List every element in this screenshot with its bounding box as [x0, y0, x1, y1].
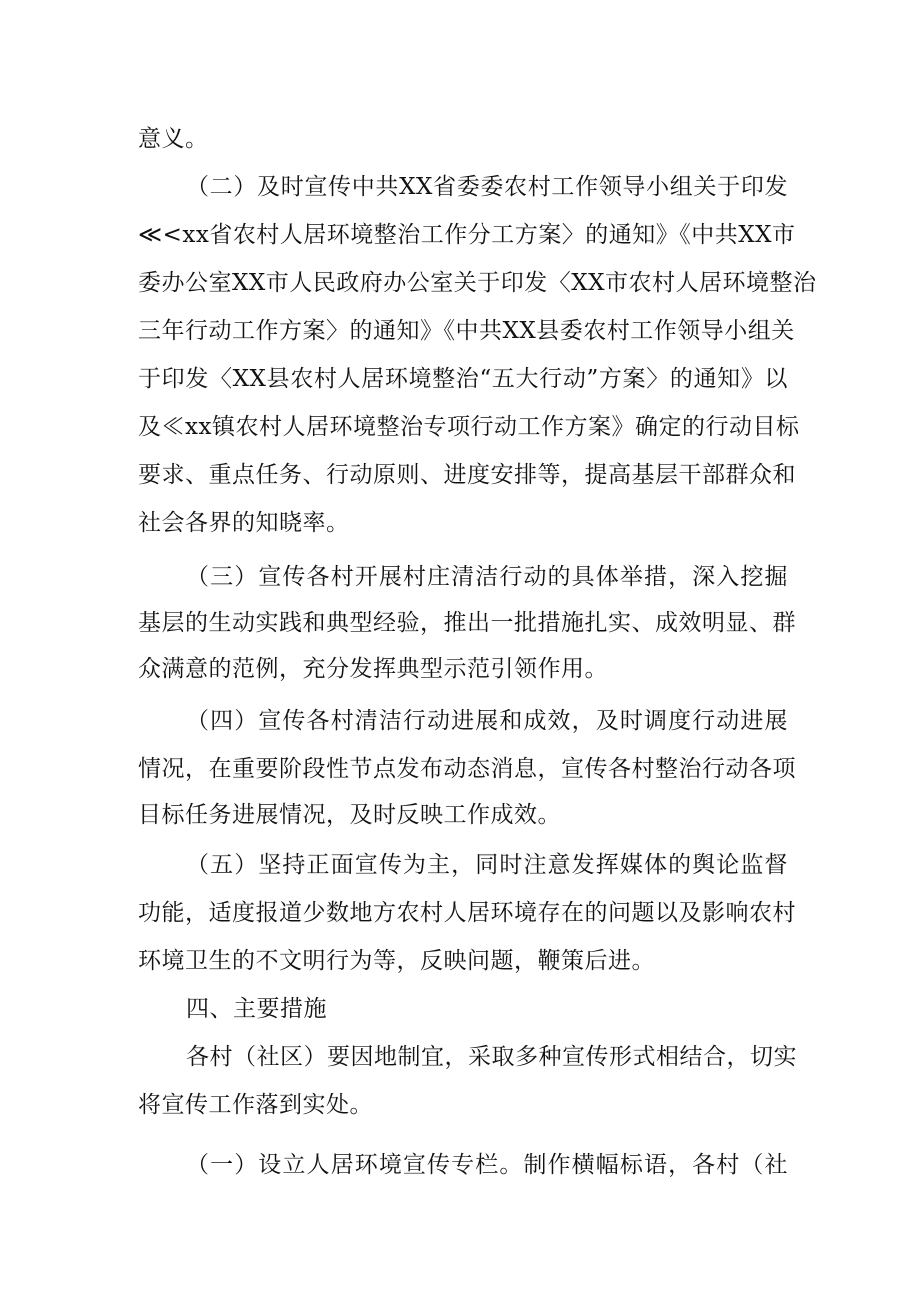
paragraph-7-line-1: （一）设立人居环境宣传专栏。制作横幅标语，各村（社 — [186, 1152, 788, 1178]
paragraph-3-line-1: （三）宣传各村开展村庄清洁行动的具体举措，深入挖掘 — [186, 564, 788, 590]
paragraph-2-line-6: 及≪xx镇农村人居环境整治专项行动工作方案》确定的行动目标 — [138, 414, 800, 440]
paragraph-5-line-1: （五）坚持正面宣传为主，同时注意发挥媒体的舆论监督 — [186, 852, 788, 878]
paragraph-5-line-3: 环境卫生的不文明行为等，反映问题，鞭策后进。 — [138, 948, 655, 974]
paragraph-2-line-4: 三年行动工作方案〉的通知》《中共XX县委农村工作领导小组关 — [138, 318, 795, 344]
paragraph-4-line-1: （四）宣传各村清洁行动进展和成效，及时调度行动进展 — [186, 708, 788, 734]
paragraph-6-line-1: 各村（社区）要因地制宜，采取多种宣传形式相结合，切实 — [186, 1044, 797, 1070]
paragraph-4-line-3: 目标任务进展情况，及时反映工作成效。 — [138, 802, 561, 828]
paragraph-2-line-8: 社会各界的知晓率。 — [138, 510, 350, 536]
text-line: 意义。 — [138, 126, 209, 152]
paragraph-3-line-3: 众满意的范例，充分发挥典型示范引领作用。 — [138, 656, 608, 682]
paragraph-2-line-1: （二）及时宣传中共XX省委委农村工作领导小组关于印发 — [186, 174, 788, 200]
paragraph-2-line-7: 要求、重点任务、行动原则、进度安排等，提高基层干部群众和 — [138, 462, 796, 488]
paragraph-2-line-2: ≪<xx省农村人居环境整治工作分工方案〉的通知》《中共XX市 — [138, 222, 796, 248]
paragraph-2-line-3: 委办公室XX市人民政府办公室关于印发〈XX市农村人居环境整治 — [138, 270, 817, 296]
section-heading: 四、主要措施 — [186, 996, 327, 1022]
paragraph-3-line-2: 基层的生动实践和典型经验，推出一批措施扎实、成效明显、群 — [138, 610, 796, 636]
paragraph-5-line-2: 功能，适度报道少数地方农村人居环境存在的问题以及影响农村 — [138, 900, 796, 926]
paragraph-4-line-2: 情况，在重要阶段性节点发布动态消息，宣传各村整治行动各项 — [138, 756, 796, 782]
paragraph-6-line-2: 将宣传工作落到实处。 — [138, 1092, 373, 1118]
paragraph-2-line-5: 于印发〈XX县农村人居环境整治“五大行动”方案〉的通知》以 — [138, 366, 788, 392]
